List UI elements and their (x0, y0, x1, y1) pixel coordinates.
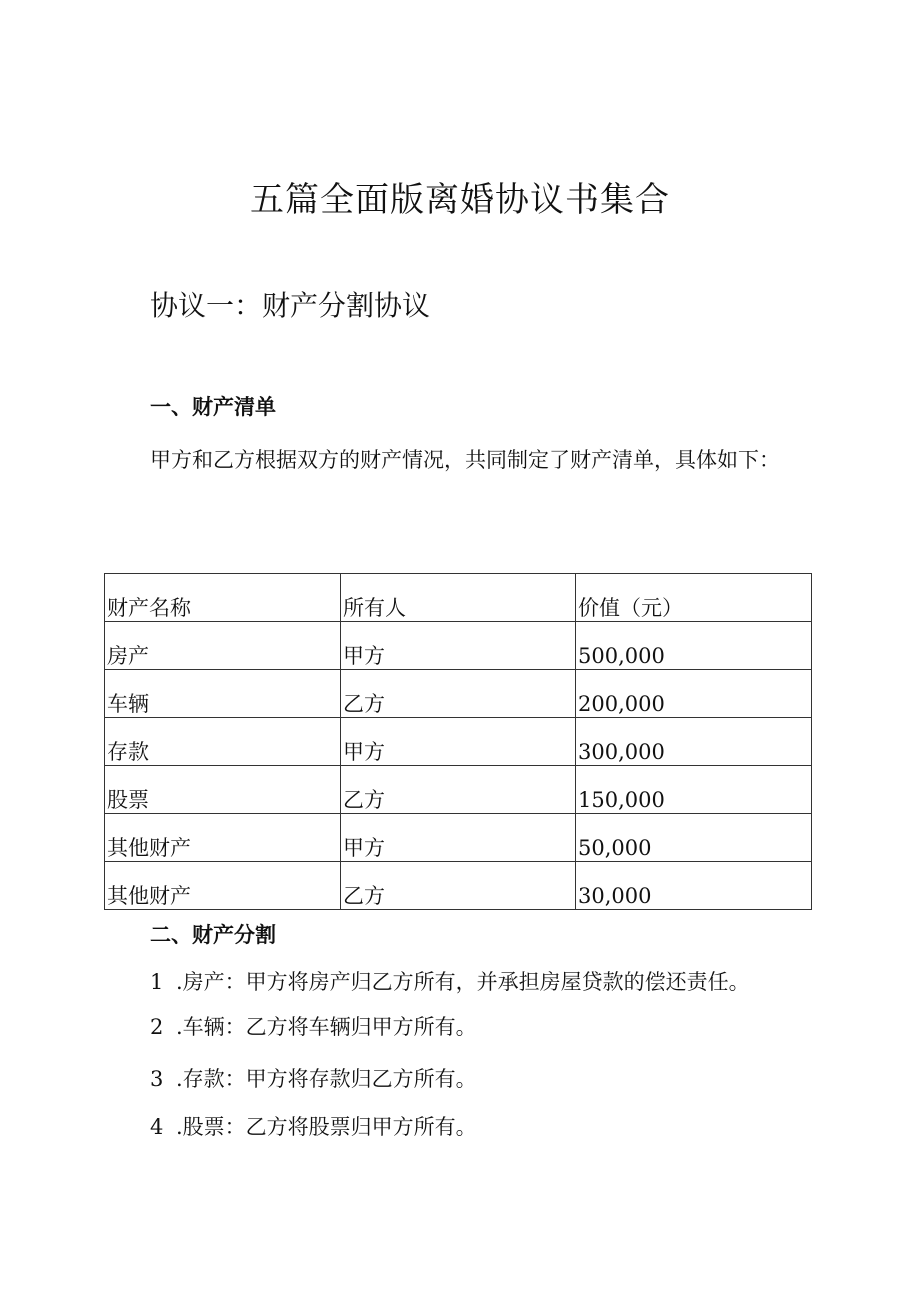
column-header-value: 价值（元） (576, 574, 812, 622)
cell-asset-name: 房产 (105, 622, 341, 670)
table-row (105, 718, 812, 766)
table-header-row (105, 574, 812, 622)
list-item (150, 1012, 477, 1042)
cell-value: 50,000 (576, 814, 812, 862)
column-header-asset-name: 财产名称 (105, 574, 341, 622)
cell-owner: 甲方 (341, 622, 576, 670)
table-row (105, 862, 812, 910)
cell-owner: 乙方 (341, 766, 576, 814)
cell-owner: 乙方 (341, 862, 576, 910)
asset-table (104, 573, 812, 910)
asset-list-intro-paragraph: 甲方和乙方根据双方的财产情况，共同制定了财产清单，具体如下： (150, 448, 780, 472)
cell-owner: 甲方 (341, 718, 576, 766)
agreement-title: 协议一：财产分割协议 (150, 289, 431, 322)
list-item (150, 1112, 477, 1142)
list-item-text: .存款：甲方将存款归乙方所有。 (176, 1067, 477, 1091)
list-item-text: .房产：甲方将房产归乙方所有，并承担房屋贷款的偿还责任。 (176, 970, 750, 994)
list-item-number: 4 (150, 1115, 164, 1139)
list-item (150, 967, 750, 997)
table-row (105, 670, 812, 718)
section-heading-asset-list: 一、财产清单 (150, 395, 276, 419)
list-item-number: 2 (150, 1015, 164, 1039)
section-heading-asset-division: 二、财产分割 (150, 923, 276, 947)
cell-asset-name: 股票 (105, 766, 341, 814)
cell-asset-name: 其他财产 (105, 862, 341, 910)
list-item-number: 1 (150, 970, 164, 994)
cell-value: 200,000 (576, 670, 812, 718)
cell-value: 500,000 (576, 622, 812, 670)
table-row (105, 766, 812, 814)
list-item-text: .车辆：乙方将车辆归甲方所有。 (176, 1015, 477, 1039)
table-row (105, 622, 812, 670)
column-header-owner: 所有人 (341, 574, 576, 622)
document-title: 五篇全面版离婚协议书集合 (250, 180, 670, 220)
cell-asset-name: 存款 (105, 718, 341, 766)
cell-value: 150,000 (576, 766, 812, 814)
list-item-text: .股票：乙方将股票归甲方所有。 (176, 1115, 477, 1139)
cell-value: 300,000 (576, 718, 812, 766)
list-item-number: 3 (150, 1067, 164, 1091)
cell-owner: 乙方 (341, 670, 576, 718)
cell-asset-name: 车辆 (105, 670, 341, 718)
cell-asset-name: 其他财产 (105, 814, 341, 862)
list-item (150, 1064, 477, 1094)
table-row (105, 814, 812, 862)
cell-owner: 甲方 (341, 814, 576, 862)
cell-value: 30,000 (576, 862, 812, 910)
